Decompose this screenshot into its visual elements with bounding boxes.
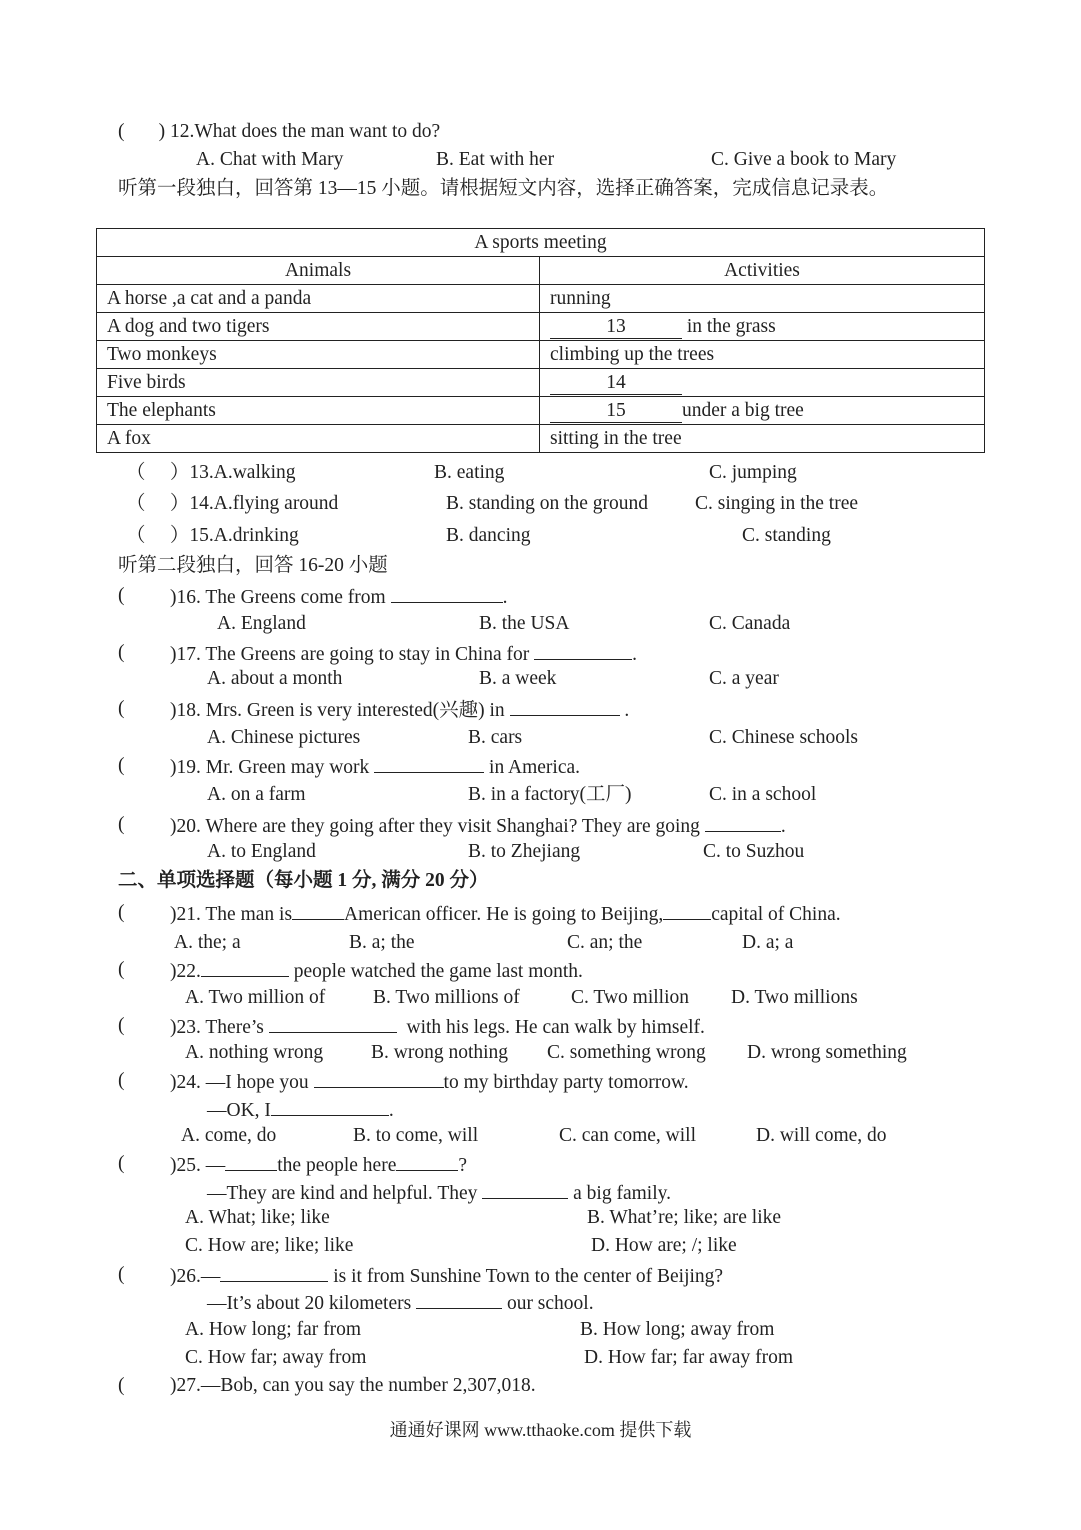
q13-option-b: B. eating bbox=[434, 462, 505, 483]
q15-option-c: C. standing bbox=[742, 525, 831, 546]
q19-option-c: C. in a school bbox=[709, 784, 817, 805]
q26-option-d: D. How far; far away from bbox=[584, 1347, 793, 1368]
q25-option-c: C. How are; like; like bbox=[185, 1235, 354, 1256]
col-header-animals: Animals bbox=[97, 257, 540, 285]
q24-option-b: B. to come, will bbox=[353, 1125, 479, 1146]
q21-option-d: D. a; a bbox=[742, 932, 794, 953]
q22-paren: ( bbox=[118, 959, 125, 980]
q23-option-d: D. wrong something bbox=[747, 1042, 907, 1063]
q20-option-b: B. to Zhejiang bbox=[468, 841, 581, 862]
q16-paren: ( bbox=[118, 585, 125, 606]
q13-option-c: C. jumping bbox=[709, 462, 797, 483]
q21-option-b: B. a; the bbox=[349, 932, 415, 953]
footer-source: 通通好课网 www.tthaoke.com 提供下载 bbox=[389, 1420, 692, 1440]
q18-paren: ( bbox=[118, 698, 125, 719]
col-header-activities: Activities bbox=[540, 257, 985, 285]
table-row bbox=[97, 397, 985, 425]
q24-paren: ( bbox=[118, 1070, 125, 1091]
q21-option-c: C. an; the bbox=[567, 932, 643, 953]
q21-stem: )21. The man is American officer. He is going to Beijing, capital of China. bbox=[170, 901, 841, 927]
q26-stem: )26.— is it from Sunshine Town to the center of Beijing? bbox=[170, 1263, 723, 1289]
q14-option-c: C. singing in the tree bbox=[695, 493, 859, 514]
activity-cell: 13 in the grass bbox=[540, 313, 985, 341]
activity-cell: climbing up the trees bbox=[540, 341, 985, 369]
q20-option-a: A. to England bbox=[207, 841, 316, 862]
activity-cell: 15 under a big tree bbox=[540, 397, 985, 425]
q25-reply: —They are kind and helpful. They a big family. bbox=[207, 1180, 671, 1206]
animal-cell: The elephants bbox=[97, 397, 540, 425]
q17-paren: ( bbox=[118, 642, 125, 663]
q24-stem: )24. —I hope you to my birthday party tomorrow. bbox=[170, 1069, 689, 1095]
q18-stem: )18. Mrs. Green is very interested(兴趣) in . bbox=[170, 697, 629, 723]
table-row bbox=[97, 369, 985, 397]
q16-option-a: A. England bbox=[217, 613, 306, 634]
activity-cell bbox=[540, 369, 985, 397]
q23-option-c: C. something wrong bbox=[547, 1042, 706, 1063]
q18-option-a: A. Chinese pictures bbox=[207, 727, 361, 748]
q22-option-a: A. Two million of bbox=[185, 987, 326, 1008]
q23-option-a: A. nothing wrong bbox=[185, 1042, 324, 1063]
q20-option-c: C. to Suzhou bbox=[703, 841, 805, 862]
blank-14: 14 bbox=[550, 372, 682, 395]
q24-option-c: C. can come, will bbox=[559, 1125, 697, 1146]
q21-option-a: A. the; a bbox=[174, 932, 241, 953]
q20-paren: ( bbox=[118, 814, 125, 835]
q18-option-c: C. Chinese schools bbox=[709, 727, 858, 748]
section-monologue-1: 听第一段独白，回答第 13—15 小题。请根据短文内容，选择正确答案，完成信息记录表。 bbox=[118, 178, 889, 199]
q23-stem: )23. There’s with his legs. He can walk by himself. bbox=[170, 1014, 705, 1040]
q21-paren: ( bbox=[118, 902, 125, 923]
q17-stem: )17. The Greens are going to stay in China for . bbox=[170, 641, 637, 667]
q19-stem: )19. Mr. Green may work in America. bbox=[170, 754, 580, 780]
table-row bbox=[97, 425, 985, 453]
q19-option-b: B. in a factory(工厂) bbox=[468, 784, 632, 805]
q18-option-b: B. cars bbox=[468, 727, 523, 748]
q16-stem: )16. The Greens come from . bbox=[170, 584, 507, 610]
q26-option-a: A. How long; far from bbox=[185, 1319, 362, 1340]
q12-option-c: C. Give a book to Mary bbox=[711, 149, 897, 170]
q25-option-a: A. What; like; like bbox=[185, 1207, 330, 1228]
q26-option-b: B. How long; away from bbox=[580, 1319, 775, 1340]
q16-option-b: B. the USA bbox=[479, 613, 570, 634]
q22-stem: )22. people watched the game last month. bbox=[170, 958, 583, 984]
q12-stem: ( ) 12.What does the man want to do? bbox=[118, 121, 441, 142]
q26-paren: ( bbox=[118, 1264, 125, 1285]
q24-option-a: A. come, do bbox=[181, 1125, 277, 1146]
q23-paren: ( bbox=[118, 1015, 125, 1036]
section-monologue-2: 听第二段独白，回答 16-20 小题 bbox=[118, 555, 388, 576]
q16-option-c: C. Canada bbox=[709, 613, 791, 634]
q19-option-a: A. on a farm bbox=[207, 784, 306, 805]
q25-option-b: B. What’re; like; are like bbox=[587, 1207, 782, 1228]
q26-reply: —It’s about 20 kilometers our school. bbox=[207, 1290, 594, 1316]
q23-option-b: B. wrong nothing bbox=[371, 1042, 509, 1063]
table-row bbox=[97, 341, 985, 369]
q22-option-d: D. Two millions bbox=[731, 987, 858, 1008]
table-row bbox=[97, 285, 985, 313]
q25-option-d: D. How are; /; like bbox=[591, 1235, 737, 1256]
q12-option-b: B. Eat with her bbox=[436, 149, 555, 170]
q12-option-a: A. Chat with Mary bbox=[196, 149, 344, 170]
info-record-table bbox=[96, 228, 985, 453]
q22-option-c: C. Two million bbox=[571, 987, 689, 1008]
activity-cell: running bbox=[540, 285, 985, 313]
blank-15: 15 bbox=[550, 400, 682, 423]
q14-option-b: B. standing on the ground bbox=[446, 493, 649, 514]
animal-cell: Two monkeys bbox=[97, 341, 540, 369]
q26-option-c: C. How far; away from bbox=[185, 1347, 367, 1368]
animal-cell: A dog and two tigers bbox=[97, 313, 540, 341]
q17-option-c: C. a year bbox=[709, 668, 779, 689]
q17-option-a: A. about a month bbox=[207, 668, 343, 689]
q14-stem: （ ）14.A.flying around bbox=[126, 493, 339, 514]
q17-option-b: B. a week bbox=[479, 668, 557, 689]
q15-stem: （ ）15.A.drinking bbox=[126, 525, 299, 546]
q27-stem: )27.—Bob, can you say the number 2,307,018. bbox=[170, 1375, 536, 1396]
table-row bbox=[97, 313, 985, 341]
q25-paren: ( bbox=[118, 1153, 125, 1174]
q24-reply: —OK, I . bbox=[207, 1097, 394, 1123]
q22-option-b: B. Two millions of bbox=[373, 987, 520, 1008]
table-title: A sports meeting bbox=[97, 229, 985, 257]
animal-cell: A fox bbox=[97, 425, 540, 453]
activity-cell: sitting in the tree bbox=[540, 425, 985, 453]
q25-stem: )25. — the people here ? bbox=[170, 1152, 467, 1178]
animal-cell: Five birds bbox=[97, 369, 540, 397]
q20-stem: )20. Where are they going after they visit Shanghai? They are going . bbox=[170, 813, 786, 839]
q19-paren: ( bbox=[118, 755, 125, 776]
blank-13: 13 bbox=[550, 316, 682, 339]
q15-option-b: B. dancing bbox=[446, 525, 531, 546]
section-2-heading: 二、单项选择题（每小题 1 分, 满分 20 分） bbox=[118, 870, 489, 891]
q24-option-d: D. will come, do bbox=[756, 1125, 887, 1146]
q13-stem: （ ）13.A.walking bbox=[126, 462, 296, 483]
q27-paren: ( bbox=[118, 1375, 125, 1396]
animal-cell: A horse ,a cat and a panda bbox=[97, 285, 540, 313]
